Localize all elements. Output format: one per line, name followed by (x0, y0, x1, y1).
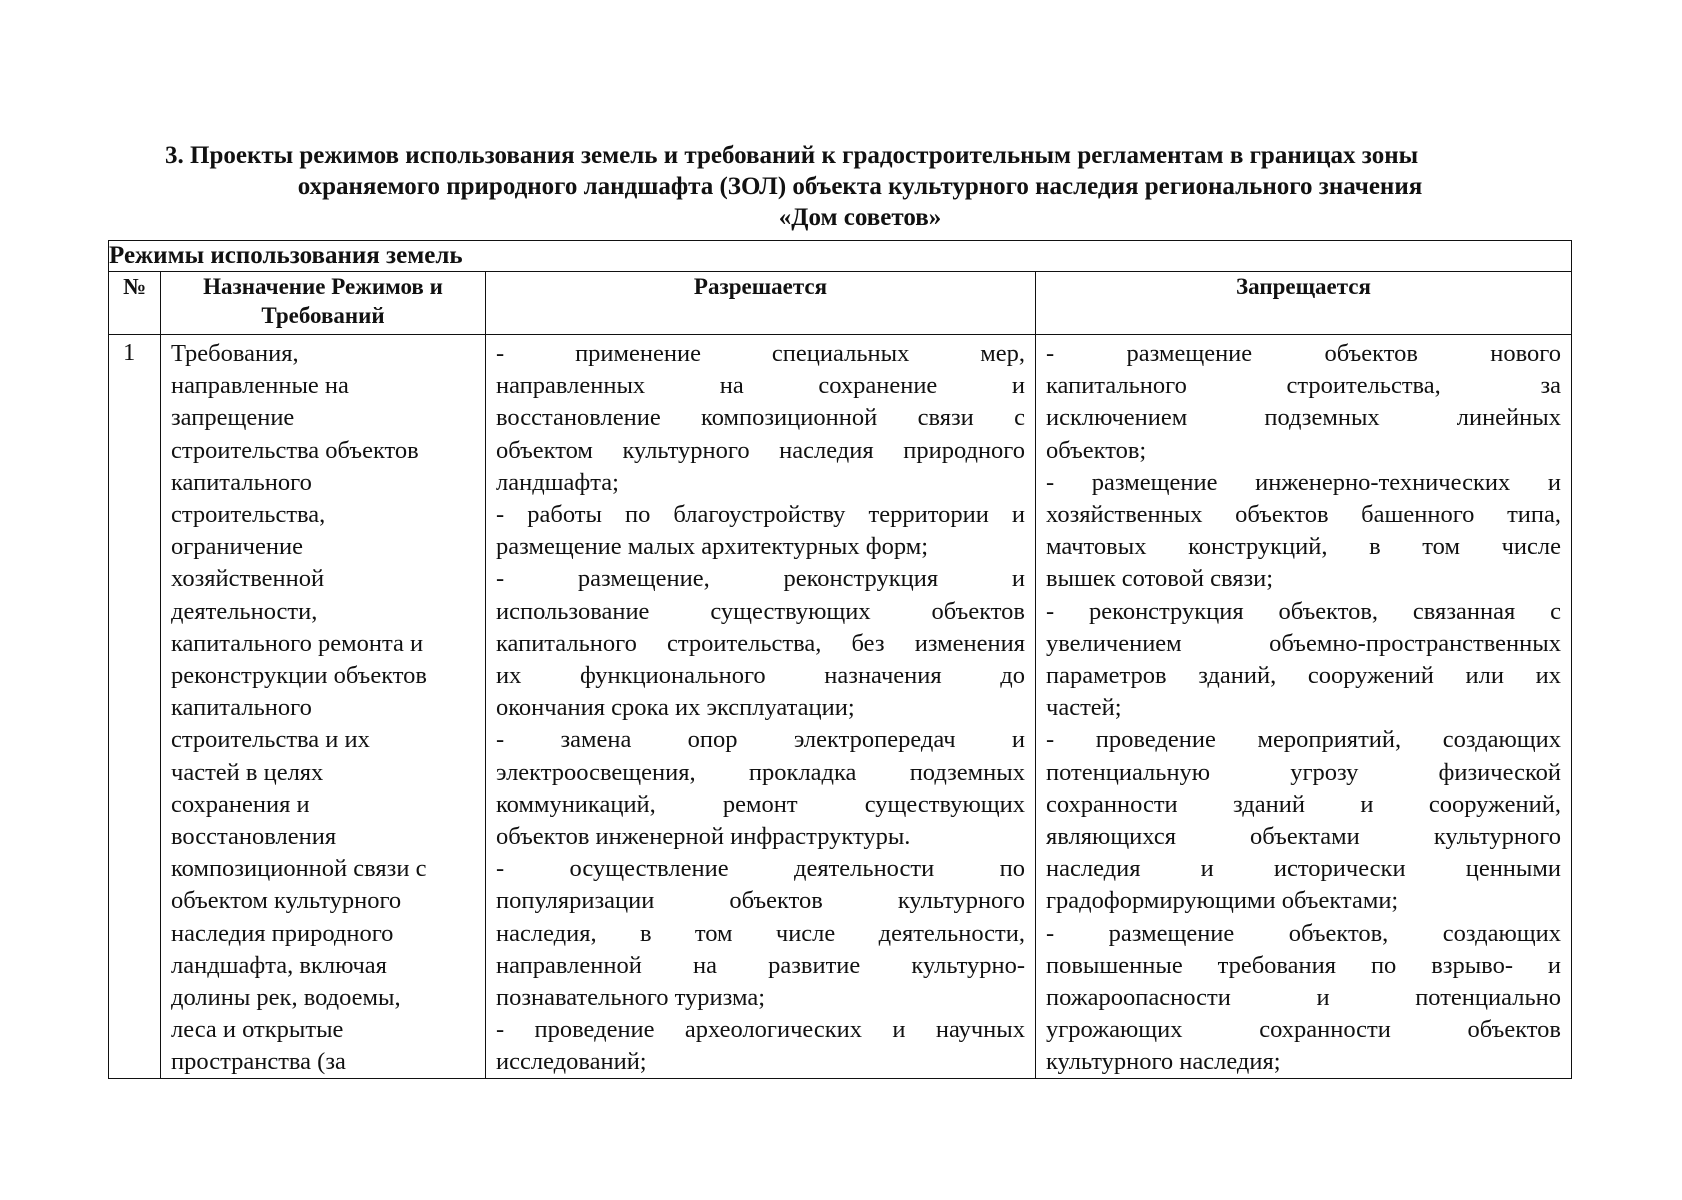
row-allowed-text (496, 338, 1025, 1075)
forbidden-line: параметров зданий, сооружений или их (1046, 662, 1561, 690)
purpose-line: строительства и их (171, 726, 370, 754)
forbidden-line: пожароопасности и потенциально (1046, 984, 1561, 1012)
header-num: № (109, 272, 161, 335)
header-allowed: Разрешается (486, 272, 1036, 335)
purpose-line: наследия природного (171, 919, 394, 947)
purpose-line: леса и открытые (171, 1016, 344, 1044)
purpose-line: композиционной связи с (171, 855, 427, 883)
purpose-line: хозяйственной (171, 565, 325, 593)
forbidden-line: исключением подземных линейных (1046, 404, 1561, 432)
table-row (109, 335, 1572, 1079)
forbidden-line: увеличением объемно-пространственных (1046, 629, 1561, 657)
row-number: 1 (109, 335, 161, 1079)
allowed-line: коммуникаций, ремонт существующих (496, 790, 1025, 818)
allowed-line: окончания срока их эксплуатации; (496, 694, 855, 722)
header-forbidden: Запрещается (1036, 272, 1572, 335)
forbidden-line: потенциальную угрозу физической (1046, 758, 1561, 786)
forbidden-line: сохранности зданий и сооружений, (1046, 790, 1561, 818)
forbidden-line: частей; (1046, 694, 1122, 722)
purpose-line: капитального (171, 468, 312, 496)
allowed-line: использование существующих объектов (496, 597, 1025, 625)
purpose-line: сохранения и (171, 790, 310, 818)
allowed-line: их функционального назначения до (496, 662, 1025, 690)
allowed-line: наследия, в том числе деятельности, (496, 919, 1025, 947)
purpose-line: капитального (171, 694, 312, 722)
allowed-line: - проведение археологических и научных (496, 1016, 1025, 1044)
table-section-row (109, 241, 1572, 272)
purpose-line: реконструкции объектов (171, 662, 427, 690)
row-purpose-cell (161, 335, 486, 1079)
forbidden-line: мачтовых конструкций, в том числе (1046, 533, 1561, 561)
forbidden-line: - проведение мероприятий, создающих (1046, 726, 1561, 754)
land-use-regimes-table (108, 240, 1572, 1079)
forbidden-line: культурного наследия; (1046, 1048, 1281, 1075)
forbidden-line: угрожающих сохранности объектов (1046, 1016, 1561, 1044)
purpose-line: деятельности, (171, 597, 318, 625)
forbidden-line: - размещение инженерно-технических и (1046, 468, 1561, 496)
forbidden-line: являющихся объектами культурного (1046, 823, 1561, 851)
forbidden-line: вышек сотовой связи; (1046, 565, 1274, 593)
forbidden-line: градоформирующими объектами; (1046, 887, 1399, 915)
forbidden-line: объектов; (1046, 436, 1147, 464)
allowed-line: направленных на сохранение и (496, 372, 1025, 400)
allowed-line: - применение специальных мер, (496, 340, 1025, 367)
purpose-line: направленные на (171, 372, 349, 400)
forbidden-line: - размещение объектов, создающих (1046, 919, 1561, 947)
table-header-row (109, 272, 1572, 335)
section-title: Режимы использования земель (109, 241, 1572, 272)
purpose-line: строительства объектов (171, 436, 419, 464)
purpose-line: ландшафта, включая (171, 951, 387, 979)
purpose-line: долины рек, водоемы, (171, 984, 401, 1012)
purpose-line: запрещение (171, 404, 295, 432)
purpose-line: восстановления (171, 823, 337, 851)
allowed-line: размещение малых архитектурных форм; (496, 533, 929, 561)
forbidden-line: наследия и исторически ценными (1046, 855, 1561, 883)
header-name: Назначение Режимов и Требований (161, 272, 486, 335)
forbidden-line: - размещение объектов нового (1046, 340, 1561, 367)
forbidden-line: хозяйственных объектов башенного типа, (1046, 501, 1561, 529)
purpose-line: капитального ремонта и (171, 629, 424, 657)
row-forbidden-text (1046, 338, 1561, 1075)
heading-line-3: «Дом советов» (778, 204, 942, 231)
row-forbidden-cell (1036, 335, 1572, 1079)
allowed-line: электроосвещения, прокладка подземных (496, 758, 1025, 786)
purpose-line: ограничение (171, 533, 303, 561)
allowed-line: популяризации объектов культурного (496, 887, 1025, 915)
allowed-line: познавательного туризма; (496, 984, 766, 1012)
purpose-line: объектом культурного (171, 887, 402, 915)
document-heading (120, 140, 1600, 233)
allowed-line: - осуществление деятельности по (496, 855, 1025, 883)
allowed-line: капитального строительства, без изменения (496, 629, 1025, 657)
heading-line-2: охраняемого природного ландшафта (ЗОЛ) объекта культурного наследия регионального значения (297, 173, 1423, 200)
allowed-line: восстановление композиционной связи с (496, 404, 1025, 432)
heading-line-1: 3. Проекты режимов использования земель и требований к градостроительным регламентам в границах зоны (165, 142, 1419, 169)
forbidden-line: повышенные требования по взрыво- и (1046, 951, 1561, 979)
allowed-line: направленной на развитие культурно- (496, 951, 1025, 979)
purpose-line: частей в целях (171, 758, 324, 786)
allowed-line: объектом культурного наследия природного (496, 436, 1025, 464)
row-purpose-text (171, 338, 477, 1075)
forbidden-line: - реконструкция объектов, связанная с (1046, 597, 1561, 625)
allowed-line: - замена опор электропередач и (496, 726, 1025, 754)
allowed-line: ландшафта; (496, 468, 619, 496)
allowed-line: исследований; (496, 1048, 647, 1075)
purpose-line: Требования, (171, 340, 299, 367)
allowed-line: объектов инженерной инфраструктуры. (496, 823, 911, 851)
allowed-line: - размещение, реконструкция и (496, 565, 1025, 593)
row-allowed-cell (486, 335, 1036, 1079)
allowed-line: - работы по благоустройству территории и (496, 501, 1025, 529)
forbidden-line: капитального строительства, за (1046, 372, 1561, 400)
purpose-line: строительства, (171, 501, 326, 529)
purpose-line: пространства (за (171, 1048, 346, 1075)
